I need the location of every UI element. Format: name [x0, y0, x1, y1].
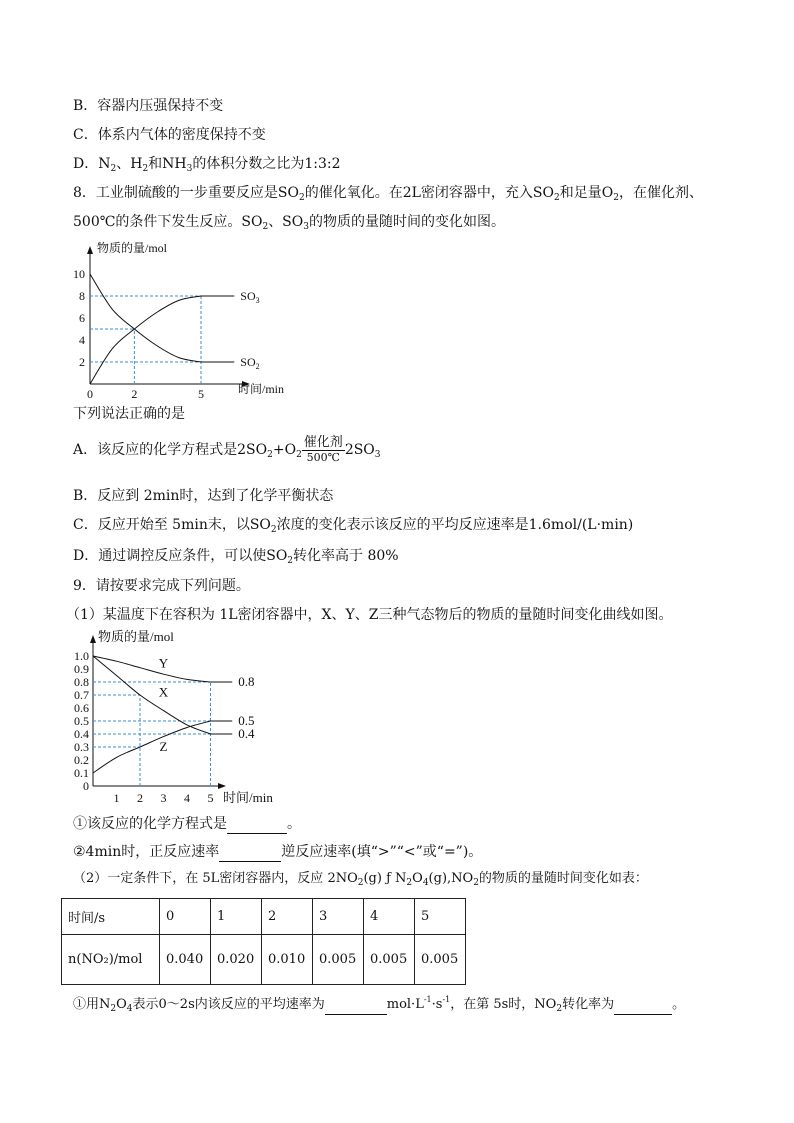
- q8-option-c: C．反应开始至 5min末，以$SO_2$浓度的变化表示该反应的平均反应速率是1.6mol/(L·min): [73, 517, 634, 535]
- x-axis-arrow: [218, 783, 226, 789]
- y-tick-label: 0.8: [74, 675, 89, 689]
- table-cell: 4: [364, 899, 415, 935]
- table-cell: 2: [262, 899, 313, 935]
- q7-option-b: B．容器内压强保持不变: [73, 98, 224, 114]
- table-cell: 1: [211, 899, 262, 935]
- y-tick-label: 4: [79, 333, 85, 347]
- series-name-label: Z: [159, 738, 168, 754]
- q8-option-d: D．通过调控反应条件，可以使$SO_2$转化率高于 80%: [73, 548, 399, 566]
- y-tick-label: 0.1: [74, 766, 89, 780]
- table-cell: 0: [160, 899, 211, 935]
- q7-option-d: D．$N_2$、$H_2$和$NH_3$的体积分数之比为1:3:2: [73, 156, 341, 174]
- series-name-label: Y: [158, 655, 169, 671]
- table-cell: 时间/s: [62, 899, 160, 935]
- answer-blank[interactable]: [614, 996, 672, 1015]
- y-axis-label: 物质的量/mol: [98, 629, 174, 644]
- y-axis-arrow: [90, 635, 96, 643]
- so2-so3-chart: [60, 238, 320, 400]
- y-axis-label: 物质的量/mol: [97, 241, 168, 255]
- q9-p1-q2: ②4min时，正反应速率 逆反应速率(填“>”“<”或“=”)。: [73, 844, 483, 860]
- y-tick-label: 8: [79, 289, 85, 303]
- table-header-row: [62, 899, 466, 935]
- x-axis-label: 时间/min: [238, 382, 285, 396]
- q9-p1-q1: ①该反应的化学方程式是 。: [73, 816, 301, 832]
- table-cell: 0.005: [364, 935, 415, 985]
- y-tick-label: 0: [83, 779, 89, 793]
- y-tick-label: 0.9: [74, 662, 89, 676]
- table-cell: 0.005: [313, 935, 364, 985]
- y-tick-label: 0.3: [74, 740, 89, 754]
- q8-stem-line2: 500℃的条件下发生反应。$SO_2$、$SO_3$的物质的量随时间的变化如图。: [73, 214, 505, 232]
- table-cell: n(NO₂)/mol: [62, 935, 160, 985]
- answer-blank[interactable]: [219, 843, 281, 862]
- q8-option-a: A．该反应的化学方程式是$2SO_2+O_2$ $\frac{\text{催化剂}}{500℃}$ $2SO_3$: [73, 434, 381, 464]
- y-tick-label: 6: [79, 311, 85, 325]
- y-tick-label: 0.7: [74, 688, 89, 702]
- answer-blank[interactable]: [325, 996, 387, 1015]
- q9-part2: （2）一定条件下，在 5L密闭容器内，反应 $2NO_2(g)$ ƒ $N_2O_4(g),NO_2$的物质的量随时间变化如表：: [73, 871, 648, 888]
- no2-table: [61, 898, 466, 985]
- table-row: [62, 935, 466, 985]
- q8-stem-line1: 8．工业制硫酸的一步重要反应是$SO_2$的催化氧化。在2L密闭容器中，充入$SO_2$和足量$O_2$，在催化剂、: [73, 185, 703, 203]
- x-tick-label: 5: [207, 791, 214, 805]
- table-cell: 0.010: [262, 935, 313, 985]
- y-tick-label: 0.2: [74, 753, 89, 767]
- q9-title: 9．请按要求完成下列问题。: [73, 578, 250, 594]
- y-axis-arrow: [87, 246, 93, 254]
- table-cell: 3: [313, 899, 364, 935]
- series-end-value: 0.8: [238, 674, 255, 689]
- y-tick-label: 0.5: [74, 714, 89, 728]
- x-axis-label: 时间/min: [223, 790, 273, 805]
- y-tick-label: 0.4: [74, 727, 89, 741]
- x-tick-label: 2: [137, 791, 143, 805]
- x-tick-label: 4: [184, 791, 190, 805]
- y-tick-label: 10: [73, 267, 85, 281]
- x-tick-label: 0: [87, 387, 93, 400]
- table-cell: 5: [415, 899, 466, 935]
- series-end-value: 0.4: [238, 726, 255, 741]
- y-tick-label: 1.0: [74, 649, 89, 663]
- table-cell: 0.020: [211, 935, 262, 985]
- x-tick-label: 3: [160, 791, 167, 805]
- q9-part1: （1）某温度下在容积为 1L密闭容器中，X、Y、Z三种气态物后的物质的量随时间变化曲线如图。: [66, 607, 673, 623]
- q8-question: 下列说法正确的是: [73, 406, 185, 422]
- x-tick-label: 5: [198, 387, 204, 400]
- y-tick-label: 0.6: [74, 701, 89, 715]
- table-cell: 0.040: [160, 935, 211, 985]
- q9-p2-q1: ①用$N_2O_4$表示0～2s内该反应的平均速率为 $mol\cdot L^{-1}\cdot s^{-1}$，在第 5s时，$NO_2$转化率为 。: [73, 995, 686, 1014]
- xyz-chart: [58, 627, 288, 807]
- y-tick-label: 2: [79, 355, 85, 369]
- series-label: $SO_3$: [240, 289, 260, 305]
- x-tick-label: 2: [131, 387, 138, 400]
- x-tick-label: 1: [113, 791, 120, 805]
- table-cell: 0.005: [415, 935, 466, 985]
- series-label: $SO_2$: [240, 355, 260, 371]
- q7-option-c: C．体系内气体的密度保持不变: [73, 127, 266, 143]
- answer-blank[interactable]: [227, 815, 287, 834]
- series-end-value: 0.5: [238, 713, 255, 728]
- q8-option-b: B．反应到 2min时，达到了化学平衡状态: [73, 488, 334, 504]
- series-name-label: X: [158, 684, 169, 700]
